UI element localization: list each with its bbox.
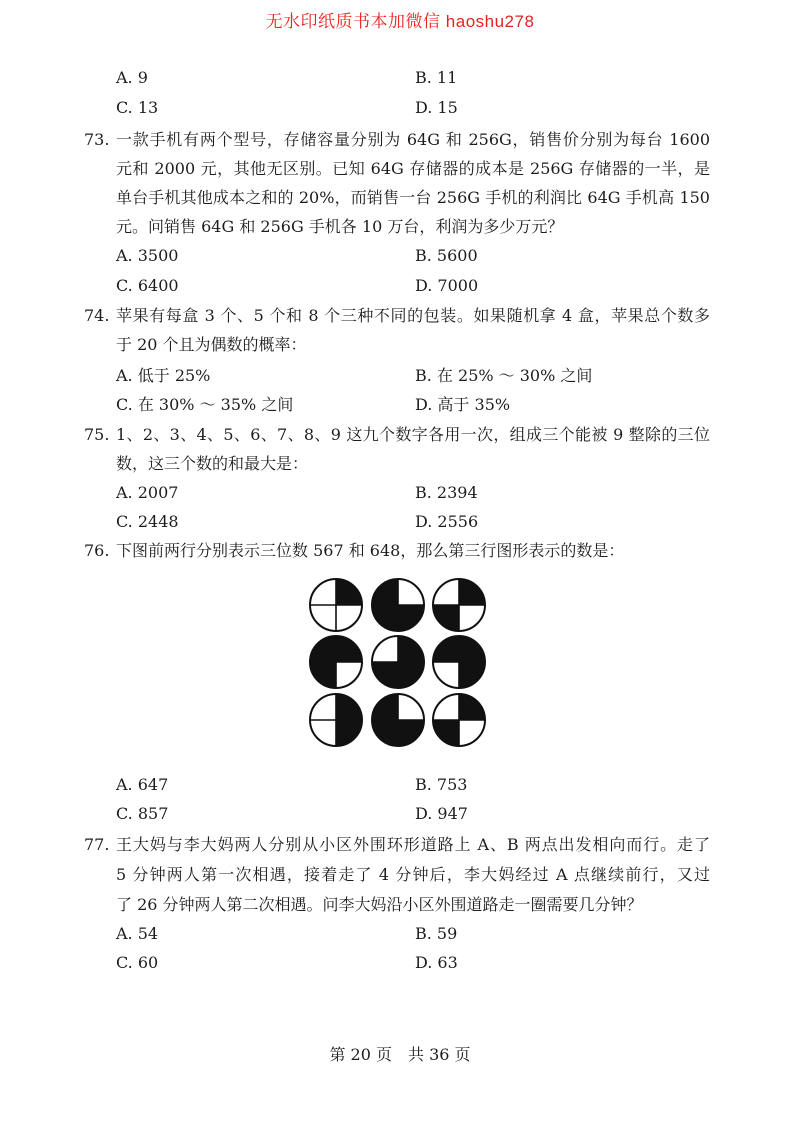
- page-number-footer: 第 20 页 共 36 页: [329, 1045, 471, 1064]
- option-d: D. 2556: [415, 512, 479, 531]
- option-a: A. 54: [116, 924, 159, 943]
- option-b: B. 59: [415, 924, 458, 943]
- figure-circle: [310, 636, 362, 688]
- question-text-line: 下图前两行分别表示三位数 567 和 648，那么第三行图形表示的数是：: [116, 541, 625, 560]
- option-c: C. 在 30% ～ 35% 之间: [116, 395, 294, 414]
- question-text-line: 单台手机其他成本之和的 20%，而销售一台 256G 手机的利润比 64G 手机高 150: [116, 188, 710, 207]
- quadrant-circle-figure: [300, 570, 500, 755]
- figure-circle: [433, 579, 485, 631]
- option-a: A. 3500: [116, 246, 179, 265]
- option-c: C. 13: [116, 98, 159, 117]
- figure-circle: [310, 579, 362, 631]
- question-number: 76.: [84, 541, 110, 560]
- option-c: C. 857: [116, 804, 169, 823]
- question-text-line: 1、2、3、4、5、6、7、8、9 这九个数字各用一次，组成三个能被 9 整除的三位: [116, 425, 710, 444]
- figure-circle: [433, 636, 485, 688]
- question-text-line: 元和 2000 元，其他无区别。已知 64G 存储器的成本是 256G 存储器的一半，是: [116, 159, 710, 178]
- option-d: D. 15: [415, 98, 458, 117]
- question-text-line: 了 26 分钟两人第二次相遇。问李大妈沿小区外围道路走一圈需要几分钟？: [116, 895, 643, 914]
- question-number: 73.: [84, 130, 110, 149]
- question-number: 75.: [84, 425, 110, 444]
- question-text-line: 王大妈与李大妈两人分别从小区外围环形道路上 A、B 两点出发相向而行。走了: [116, 835, 710, 854]
- option-d: D. 7000: [415, 276, 479, 295]
- question-text-line: 一款手机有两个型号，存储容量分别为 64G 和 256G，销售价分别为每台 1600: [116, 130, 710, 149]
- question-text-line: 5 分钟两人第一次相遇，接着走了 4 分钟后，李大妈经过 A 点继续前行，又过: [116, 865, 710, 884]
- question-number: 77.: [84, 835, 110, 854]
- figure-circle: [310, 694, 362, 746]
- option-d: D. 947: [415, 804, 468, 823]
- option-a: A. 低于 25%: [116, 366, 211, 385]
- option-b: B. 11: [415, 68, 458, 87]
- option-d: D. 高于 35%: [415, 395, 511, 414]
- option-b: B. 753: [415, 775, 468, 794]
- option-c: C. 60: [116, 953, 159, 972]
- question-text-line: 苹果有每盒 3 个、5 个和 8 个三种不同的包装。如果随机拿 4 盒，苹果总个数多: [116, 306, 710, 325]
- figure-circle: [372, 579, 424, 631]
- option-a: A. 9: [116, 68, 148, 87]
- question-text-line: 元。问销售 64G 和 256G 手机各 10 万台，利润为多少万元？: [116, 217, 564, 236]
- figure-circle: [372, 694, 424, 746]
- question-text-line: 数，这三个数的和最大是：: [116, 454, 309, 473]
- option-b: B. 在 25% ～ 30% 之间: [415, 366, 593, 385]
- option-c: C. 6400: [116, 276, 179, 295]
- option-c: C. 2448: [116, 512, 179, 531]
- figure-circle: [433, 694, 485, 746]
- option-b: B. 2394: [415, 483, 478, 502]
- question-number: 74.: [84, 306, 110, 325]
- option-a: A. 2007: [116, 483, 179, 502]
- option-a: A. 647: [116, 775, 169, 794]
- figure-circle: [372, 636, 424, 688]
- watermark-text: 无水印纸质书本加微信 haoshu278: [265, 12, 535, 31]
- option-d: D. 63: [415, 953, 458, 972]
- option-b: B. 5600: [415, 246, 478, 265]
- question-text-line: 于 20 个且为偶数的概率：: [116, 335, 307, 354]
